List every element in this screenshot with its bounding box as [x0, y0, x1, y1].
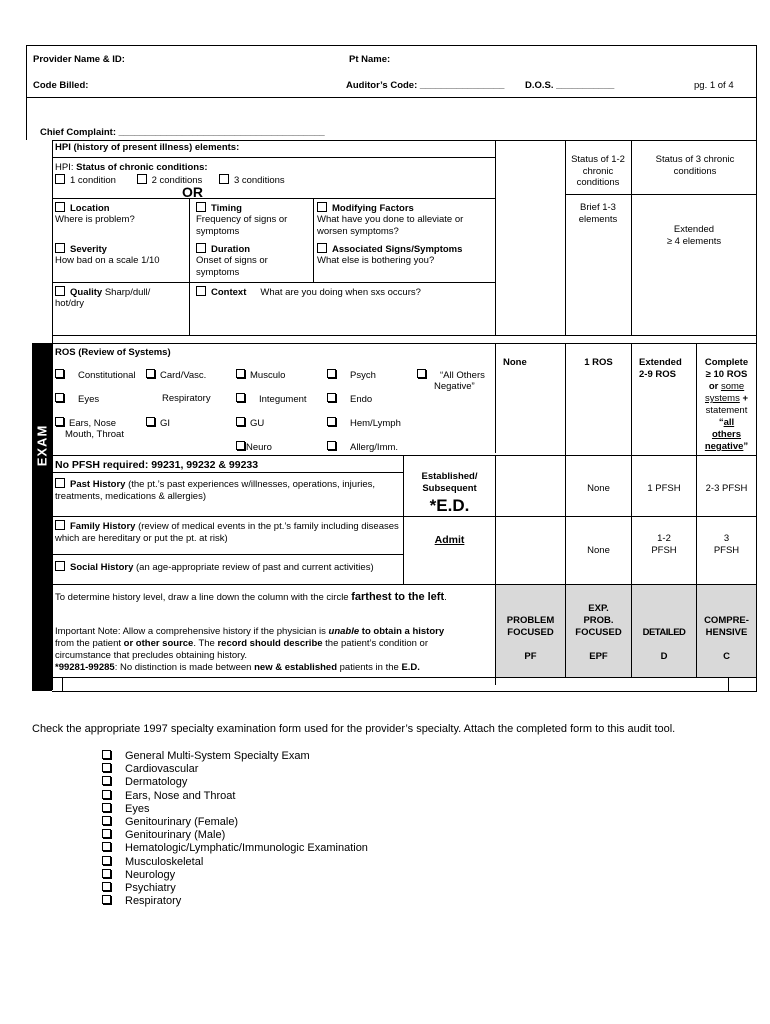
comprehensive-label-2: HENSIVE — [705, 627, 748, 638]
pf-label-2: FOCUSED — [507, 627, 554, 638]
endo-label: Endo — [350, 394, 373, 405]
note-2b: or other source — [123, 638, 194, 649]
location-checkbox-row[interactable] — [55, 202, 110, 215]
eyes-checkbox[interactable] — [55, 393, 64, 402]
ros-all-negative-checkbox-row[interactable] — [417, 369, 485, 382]
specialty-checkbox[interactable] — [102, 790, 111, 799]
note-1c: to obtain a history — [359, 626, 445, 637]
quality-checkbox-row[interactable] — [55, 286, 150, 299]
associated-checkbox[interactable] — [317, 243, 327, 253]
established-label-1: Established/ — [421, 471, 478, 482]
one-condition-label: 1 condition — [70, 175, 116, 186]
specialty-label: Respiratory — [125, 895, 182, 908]
gi-checkbox[interactable] — [146, 417, 155, 426]
epf-label-1: EXP. — [588, 603, 609, 614]
neuro-label: Neuro — [246, 442, 272, 453]
context-desc: What are you doing when sxs occurs? — [260, 287, 421, 298]
specialty-item[interactable] — [102, 882, 368, 895]
timing-desc: Frequency of signs or symptoms — [196, 214, 288, 237]
past-history-label: Past History — [70, 479, 126, 490]
note-line-1 — [55, 626, 444, 638]
pfsh-r1-two: 2-3 PFSH — [705, 483, 748, 494]
quality-desc: Sharp/dull/ — [102, 287, 151, 298]
modifying-desc: What have you done to alleviate or worsen symptoms? — [317, 214, 464, 237]
neuro-checkbox[interactable] — [236, 441, 245, 450]
gi-label: GI — [160, 418, 171, 429]
comprehensive-label-3: C — [723, 651, 730, 662]
pfsh-r2-c2b: PFSH — [713, 545, 740, 556]
musculo-label: Musculo — [250, 370, 286, 381]
note-2e: the patient’s condition or — [322, 638, 428, 649]
integument-label: Integument — [259, 394, 307, 405]
context-label: Context — [211, 287, 247, 298]
ent-label-2: Mouth, Throat — [65, 429, 124, 440]
patient-name-label: Pt Name: — [349, 54, 391, 65]
ros-endo[interactable] — [327, 393, 372, 406]
instruction-line — [55, 592, 447, 604]
ros-complete-7: others — [711, 429, 742, 440]
psych-checkbox[interactable] — [327, 369, 336, 378]
instruction-period: . — [444, 592, 447, 603]
quality-desc-2: hot/dry — [55, 298, 85, 309]
hemlymph-label: Hem/Lymph — [350, 418, 401, 429]
specialty-label: Genitourinary (Male) — [125, 829, 226, 842]
three-conditions-checkbox[interactable] — [219, 174, 229, 184]
ros-allerg[interactable] — [327, 441, 398, 454]
note-2c: . The — [193, 638, 218, 649]
ros-complete-6 — [697, 417, 756, 429]
auditor-code-label: Auditor’s Code: ________________ — [346, 80, 505, 91]
specialty-checkbox[interactable] — [102, 829, 111, 838]
social-history-row[interactable] — [55, 561, 374, 574]
integument-checkbox[interactable] — [236, 393, 245, 402]
code-billed-label: Code Billed: — [33, 80, 89, 91]
note-4a: *99281-99285 — [55, 662, 115, 673]
specialty-checkbox[interactable] — [102, 856, 111, 865]
ros-psych[interactable] — [327, 369, 376, 382]
specialty-item[interactable] — [102, 803, 368, 816]
exam-sidebar — [32, 343, 52, 691]
cardvasc-label: Card/Vasc. — [160, 370, 207, 381]
established-label-2: Subsequent — [422, 483, 477, 494]
ros-integument[interactable] — [236, 393, 307, 406]
constitutional-label: Constitutional — [78, 370, 136, 381]
admit-label: Admit — [434, 534, 465, 546]
modifying-checkbox[interactable] — [317, 202, 327, 212]
hpi-prefix: HPI: — [55, 162, 77, 173]
specialty-label: Eyes — [125, 802, 150, 815]
family-history-checkbox[interactable] — [55, 520, 65, 530]
associated-desc: What else is bothering you? — [317, 255, 435, 266]
cardvasc-checkbox[interactable] — [146, 369, 155, 378]
ros-complete-all: all — [723, 417, 735, 428]
hpi-extended-2: ≥ 4 elements — [666, 236, 722, 247]
ros-one: 1 ROS — [584, 357, 613, 368]
ent-label: Ears, Nose — [69, 418, 116, 429]
note-line-4 — [55, 662, 420, 674]
specialty-item[interactable] — [102, 895, 368, 908]
epf-label-2: PROB. — [583, 615, 614, 626]
specialty-label: Genitourinary (Female) — [125, 816, 239, 829]
family-history-desc: (review of medical events in the pt.’s family including diseases which are hereditary or put the pt. at risk) — [55, 521, 399, 544]
ros-complete-quote: “ — [718, 417, 724, 428]
location-desc: Where is problem? — [55, 214, 135, 225]
all-negative-checkbox[interactable] — [417, 369, 426, 378]
specialty-label: Neurology — [125, 868, 176, 881]
ed-label: *E.D. — [429, 496, 470, 515]
note-2a: from the patient — [55, 638, 124, 649]
specialty-item[interactable] — [102, 750, 368, 763]
family-history-row[interactable] — [55, 520, 400, 544]
ros-complete-systems: systems — [704, 393, 740, 404]
note-line-2 — [55, 638, 428, 650]
hpi-status-3: Status of 3 chronic conditions — [655, 154, 735, 177]
ros-gu[interactable] — [236, 417, 264, 430]
specialty-label: General Multi-System Specialty Exam — [125, 750, 310, 762]
psych-label: Psych — [350, 370, 376, 381]
constitutional-checkbox[interactable] — [55, 369, 64, 378]
specialty-checkbox[interactable] — [102, 869, 111, 878]
ros-cardvasc[interactable] — [146, 369, 206, 382]
ros-extended-2: 2-9 ROS — [639, 369, 676, 380]
hpi-brief: Brief 1-3 elements — [578, 202, 618, 225]
specialty-item[interactable] — [102, 842, 368, 855]
gu-checkbox[interactable] — [236, 417, 245, 426]
hpi-chronic-options[interactable] — [55, 174, 285, 187]
all-negative-label-2: Negative” — [434, 381, 475, 392]
epf-label-3: FOCUSED — [575, 627, 622, 638]
quality-label: Quality — [70, 287, 103, 298]
specialty-item[interactable] — [102, 816, 368, 829]
ros-complete-1: Complete — [704, 357, 749, 368]
note-4d: patients in the — [337, 662, 402, 673]
specialty-checkbox[interactable] — [102, 895, 111, 904]
specialty-instruction: Check the appropriate 1997 specialty examination form used for the provider’s specialty. Attach the completed form to this audit tool. — [32, 723, 676, 735]
social-history-desc: (an age-appropriate review of past and current activities) — [133, 562, 374, 573]
modifying-label: Modifying Factors — [332, 203, 414, 214]
gu-label: GU — [250, 418, 265, 429]
ros-complete-3 — [697, 381, 756, 393]
eyes-label: Eyes — [78, 394, 100, 405]
past-history-checkbox[interactable] — [55, 478, 65, 488]
all-negative-label-1: “All Others — [440, 370, 485, 381]
hemlymph-checkbox[interactable] — [327, 417, 336, 426]
comprehensive-label-1: COMPRE- — [704, 615, 749, 626]
ros-complete-5: statement — [705, 405, 748, 416]
ros-complete-plus: + — [739, 393, 749, 404]
past-history-row[interactable] — [55, 478, 400, 502]
dos-label: D.O.S. ___________ — [525, 80, 615, 91]
note-4c: new & established — [254, 662, 337, 673]
hpi-status-1-2: Status of 1-2 chronic conditions — [571, 154, 625, 188]
musculo-checkbox[interactable] — [236, 369, 245, 378]
specialty-item[interactable] — [102, 763, 368, 776]
associated-checkbox-row[interactable] — [317, 243, 462, 256]
pf-label-1: PROBLEM — [506, 615, 555, 626]
note-4e: E.D. — [401, 662, 420, 673]
ros-none: None — [503, 357, 527, 368]
specialty-item[interactable] — [102, 869, 368, 882]
note-4b: : No distinction is made between — [114, 662, 255, 673]
duration-desc: Onset of signs or symptoms — [196, 255, 268, 278]
ros-musculo[interactable] — [236, 369, 285, 382]
pfsh-r2-c1a: 1-2 — [657, 533, 671, 544]
two-conditions-checkbox[interactable] — [137, 174, 147, 184]
detailed-label-2: D — [660, 651, 668, 662]
ros-complete-4 — [697, 393, 756, 405]
timing-label: Timing — [211, 203, 242, 214]
specialty-label: Cardiovascular — [125, 763, 199, 776]
context-checkbox[interactable] — [196, 286, 206, 296]
duration-checkbox[interactable] — [196, 243, 206, 253]
pfsh-title: No PFSH required: 99231, 99232 & 99233 — [55, 459, 259, 471]
hpi-status-row — [55, 162, 208, 174]
duration-label: Duration — [211, 244, 251, 255]
instruction-bold: farthest to the left — [351, 591, 445, 603]
location-checkbox[interactable] — [55, 202, 65, 212]
specialty-item[interactable] — [102, 829, 368, 842]
specialty-item[interactable] — [102, 856, 368, 869]
specialty-checkbox[interactable] — [102, 763, 111, 772]
three-conditions-label: 3 conditions — [233, 175, 285, 186]
pfsh-r2-c2a: 3 — [723, 533, 730, 544]
specialty-label: Dermatology — [125, 776, 188, 789]
social-history-label: Social History — [70, 562, 134, 573]
severity-checkbox-row[interactable] — [55, 243, 107, 256]
page-number: pg. 1 of 4 — [694, 80, 734, 91]
specialty-checkbox[interactable] — [102, 882, 111, 891]
ros-title: ROS (Review of Systems) — [55, 347, 171, 358]
ros-gi[interactable] — [146, 417, 170, 430]
note-1a: Important Note: Allow a comprehensive history if the physician is — [55, 626, 329, 637]
ros-complete-2: ≥ 10 ROS — [705, 369, 748, 380]
ros-hemlymph[interactable] — [327, 417, 401, 430]
chief-complaint-label: Chief Complaint: _______________________________________ — [40, 127, 325, 138]
specialty-label: Ears, Nose and Throat — [125, 789, 236, 802]
hpi-extended-1: Extended — [673, 224, 715, 235]
or-label: OR — [182, 184, 203, 200]
allerg-checkbox[interactable] — [327, 441, 336, 450]
specialty-label: Psychiatry — [125, 882, 176, 895]
ros-complete-endquote: ” — [743, 441, 749, 452]
context-checkbox-row[interactable] — [196, 286, 421, 299]
instruction-text: To determine history level, draw a line down the column with the circle — [55, 592, 352, 603]
specialty-checkbox[interactable] — [102, 816, 111, 825]
specialty-checkbox[interactable] — [102, 803, 111, 812]
duration-checkbox-row[interactable] — [196, 243, 250, 256]
ros-complete-or: or — [708, 381, 721, 392]
specialty-list — [102, 750, 368, 908]
provider-name-label: Provider Name & ID: — [33, 54, 125, 65]
modifying-checkbox-row[interactable] — [317, 202, 414, 215]
note-2d: record should describe — [217, 638, 323, 649]
hpi-title: HPI (history of present illness) elements: — [55, 142, 240, 153]
two-conditions-label: 2 conditions — [151, 175, 203, 186]
exam-sidebar-label: EXAM — [34, 424, 50, 467]
specialty-checkbox[interactable] — [102, 842, 111, 851]
pfsh-r1-one: 1 PFSH — [647, 483, 681, 494]
ros-complete-negative: negative — [704, 441, 744, 452]
associated-label: Associated Signs/Symptoms — [332, 244, 463, 255]
specialty-label: Musculoskeletal — [125, 855, 204, 868]
family-history-label: Family History — [70, 521, 136, 532]
location-label: Location — [70, 203, 110, 214]
ros-neuro[interactable] — [236, 441, 272, 454]
note-1b: unable — [328, 626, 360, 637]
pf-label-3: PF — [524, 651, 537, 662]
ros-complete-some: some — [720, 381, 745, 392]
pfsh-r1-none: None — [587, 483, 610, 494]
epf-label-4: EPF — [589, 651, 608, 662]
severity-desc: How bad on a scale 1/10 — [55, 255, 160, 266]
timing-checkbox[interactable] — [196, 202, 206, 212]
detailed-label-1: DETAILED — [642, 627, 686, 638]
specialty-checkbox[interactable] — [102, 776, 111, 785]
note-line-3: circumstance that precludes obtaining history. — [55, 650, 248, 661]
endo-checkbox[interactable] — [327, 393, 336, 402]
past-history-desc: (the pt.’s past experiences w/illnesses, operations, injuries, treatments, medications & allergies) — [55, 479, 376, 502]
quality-checkbox[interactable] — [55, 286, 65, 296]
severity-label: Severity — [70, 244, 107, 255]
respiratory-label: Respiratory — [162, 393, 211, 404]
severity-checkbox[interactable] — [55, 243, 65, 253]
specialty-item[interactable] — [102, 776, 368, 789]
specialty-label: Hematologic/Lymphatic/Immunologic Examination — [125, 842, 368, 855]
pfsh-r2-c1b: PFSH — [651, 545, 677, 556]
ros-eyes[interactable] — [55, 393, 99, 406]
pfsh-r2-none: None — [587, 545, 610, 556]
one-condition-checkbox[interactable] — [55, 174, 65, 184]
allerg-label: Allerg/Imm. — [350, 442, 399, 453]
timing-checkbox-row[interactable] — [196, 202, 242, 215]
ros-ent[interactable] — [55, 417, 116, 430]
ent-checkbox[interactable] — [55, 417, 64, 426]
ros-complete-8 — [697, 441, 756, 453]
ros-constitutional[interactable] — [55, 369, 136, 382]
social-history-checkbox[interactable] — [55, 561, 65, 571]
specialty-checkbox[interactable] — [102, 750, 111, 759]
ros-extended-1: Extended — [639, 357, 682, 368]
specialty-item[interactable] — [102, 790, 368, 803]
hpi-status-title: Status of chronic conditions: — [76, 162, 208, 173]
